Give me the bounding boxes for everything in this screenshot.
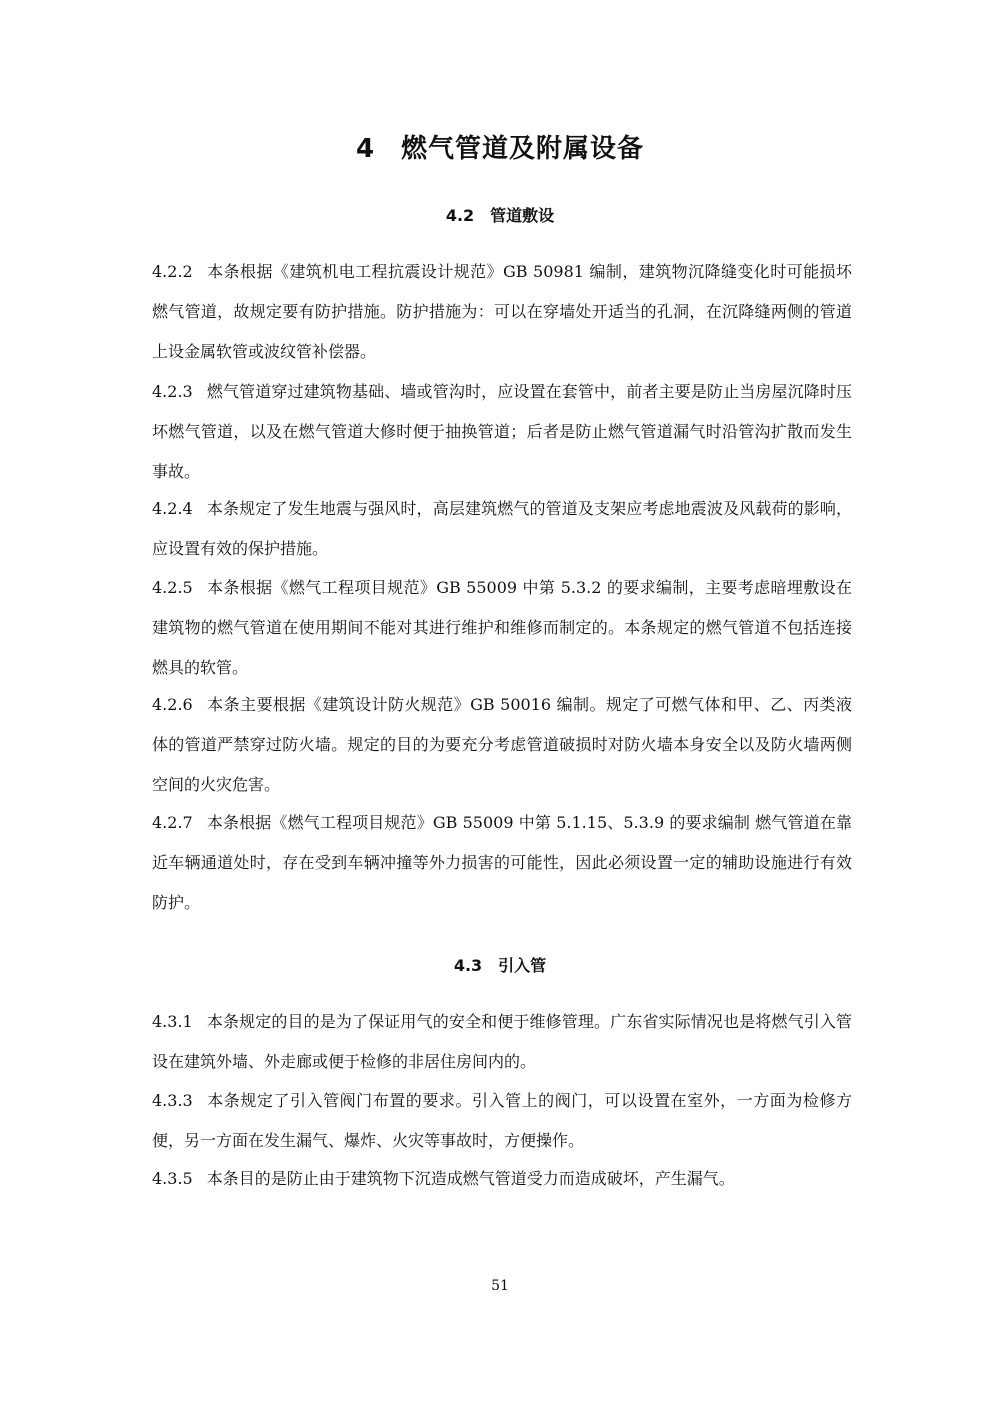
clause-number: 4.2.5 xyxy=(152,578,193,597)
clause-paragraph xyxy=(152,803,852,923)
section-title-text: 管道敷设 xyxy=(490,206,555,225)
clause-text: 本条规定的目的是为了保证用气的安全和便于维修管理。广东省实际情况也是将燃气引入管设在建筑外墙、外走廊或便于检修的非居住房间内的。 xyxy=(152,1012,852,1071)
chapter-title-text: 燃气管道及附属设备 xyxy=(401,134,645,164)
clause-number: 4.2.4 xyxy=(152,499,193,518)
clause-text: 本条根据《建筑机电工程抗震设计规范》GB 50981 编制，建筑物沉降缝变化时可能损坏燃气管道，故规定要有防护措施。防护措施为：可以在穿墙处开适当的孔洞，在沉降缝两侧的管道上设金属软管或波纹管补偿器。 xyxy=(152,262,852,361)
clause-paragraph xyxy=(152,685,852,805)
section-title xyxy=(0,203,1000,226)
clause-text: 本条根据《燃气工程项目规范》GB 55009 中第 5.3.2 的要求编制，主要考虑暗埋敷设在建筑物的燃气管道在使用期间不能对其进行维护和维修而制定的。本条规定的燃气管道不包括连接燃具的软管。 xyxy=(152,578,852,677)
section-title xyxy=(0,953,1000,976)
clause-number: 4.3.3 xyxy=(152,1091,193,1110)
clause-paragraph xyxy=(152,1002,852,1082)
clause-text: 本条根据《燃气工程项目规范》GB 55009 中第 5.1.15、5.3.9 的要求编制 燃气管道在靠近车辆通道处时，存在受到车辆冲撞等外力损害的可能性，因此必须设置一定的辅助设施进行有效防护。 xyxy=(152,813,852,912)
clause-paragraph xyxy=(152,1159,852,1199)
clause-text: 燃气管道穿过建筑物基础、墙或管沟时，应设置在套管中，前者主要是防止当房屋沉降时压坏燃气管道，以及在燃气管道大修时便于抽换管道；后者是防止燃气管道漏气时沿管沟扩散而发生事故。 xyxy=(152,382,852,481)
page-number: 51 xyxy=(491,1278,509,1294)
clause-number: 4.2.6 xyxy=(152,695,193,714)
clause-text: 本条目的是防止由于建筑物下沉造成燃气管道受力而造成破坏，产生漏气。 xyxy=(206,1169,735,1188)
clause-text: 本条规定了发生地震与强风时，高层建筑燃气的管道及支架应考虑地震波及风载荷的影响，应设置有效的保护措施。 xyxy=(152,499,852,558)
chapter-number: 4 xyxy=(355,134,376,164)
chapter-title xyxy=(0,128,1000,165)
clause-paragraph xyxy=(152,489,852,569)
clause-text: 本条规定了引入管阀门布置的要求。引入管上的阀门，可以设置在室外，一方面为检修方便，另一方面在发生漏气、爆炸、火灾等事故时，方便操作。 xyxy=(152,1091,852,1150)
clause-paragraph xyxy=(152,568,852,688)
clause-number: 4.3.1 xyxy=(152,1012,193,1031)
section-title-text: 引入管 xyxy=(498,956,547,975)
section-number: 4.3 xyxy=(453,956,483,975)
section-number: 4.2 xyxy=(445,206,475,225)
clause-number: 4.2.7 xyxy=(152,813,193,832)
clause-paragraph xyxy=(152,252,852,372)
clause-text: 本条主要根据《建筑设计防火规范》GB 50016 编制。规定了可燃气体和甲、乙、丙类液体的管道严禁穿过防火墙。规定的目的为要充分考虑管道破损时对防火墙本身安全以及防火墙两侧空间的火灾危害。 xyxy=(152,695,852,794)
clause-number: 4.3.5 xyxy=(152,1169,193,1188)
clause-paragraph xyxy=(152,1081,852,1161)
clause-paragraph xyxy=(152,372,852,492)
clause-number: 4.2.2 xyxy=(152,262,193,281)
clause-number: 4.2.3 xyxy=(152,382,193,401)
